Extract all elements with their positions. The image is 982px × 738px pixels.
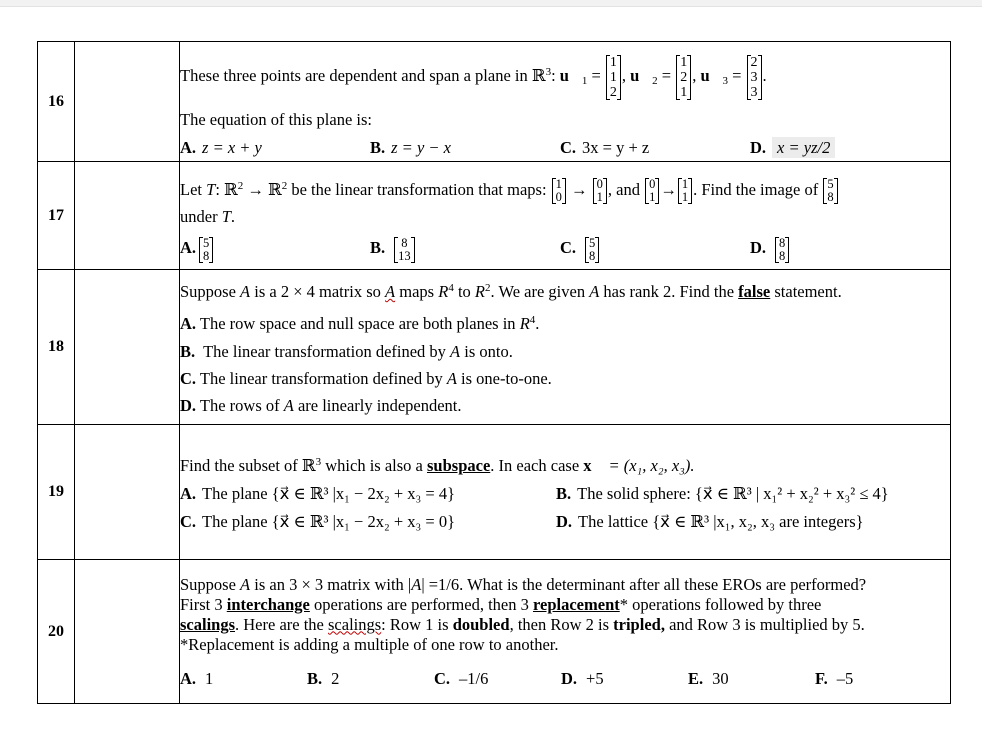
- option-d[interactable]: [556, 508, 864, 536]
- choice-text: The plane {x⃗ ∈ ℝ³ |x₁ − 2x₂ + x₃ = 4}: [202, 484, 456, 503]
- matrix-entry: 1: [680, 84, 688, 100]
- stem-text: : ℝ: [215, 179, 238, 199]
- choice-text: –1/6: [459, 668, 489, 688]
- question-content: [180, 425, 951, 560]
- stem-text: | =1/6. What is the determinant after all these EROs are performed?: [421, 574, 867, 594]
- var-R: R: [519, 314, 530, 333]
- answer-choices: [180, 237, 950, 263]
- choice-text: z = x + y: [202, 138, 262, 157]
- choice-label: D.: [556, 512, 573, 531]
- choice-e[interactable]: [688, 669, 815, 689]
- stem-text: has rank 2. Find the: [599, 282, 739, 301]
- choice-text: z = y − x: [391, 138, 451, 157]
- matrix-entry: 5: [589, 235, 596, 250]
- choice-c[interactable]: [560, 138, 750, 158]
- option-a[interactable]: [180, 480, 556, 508]
- choice-text: The solid sphere: {x⃗ ∈ ℝ³ | x₁² + x₂² + x₃² ≤ 4}: [577, 484, 889, 503]
- vector-name: x⃗: [583, 456, 605, 475]
- stem-text: under: [180, 206, 222, 226]
- matrix-entry: 8: [203, 248, 210, 263]
- var-R: R: [438, 282, 449, 301]
- answer-choices: [180, 669, 950, 689]
- matrix-entry: 1: [681, 189, 689, 204]
- choice-text: is onto.: [460, 342, 513, 361]
- stem-text: to: [453, 282, 475, 301]
- choice-vector: [199, 237, 213, 263]
- choice-a[interactable]: [180, 669, 307, 689]
- matrix-entry: 0: [596, 176, 603, 191]
- options-row-1: [180, 480, 950, 508]
- question-number: 18: [38, 270, 75, 425]
- matrix-entry: 3: [750, 84, 758, 100]
- answer-cell: [75, 162, 180, 270]
- matrix-entry: 8: [589, 248, 596, 263]
- choice-text: The lattice {x⃗ ∈ ℝ³ |x₁, x₂, x₃ are integers}: [578, 512, 864, 531]
- matrix-entry: 1: [649, 189, 656, 204]
- stem-text: :: [551, 66, 556, 85]
- var-A: A: [283, 396, 294, 415]
- stem-text: First 3: [180, 594, 227, 614]
- var-A: A: [589, 282, 600, 301]
- stem-text: , then Row 2 is: [509, 614, 614, 634]
- superscript: 3: [545, 66, 552, 78]
- matrix-entry: 5: [827, 176, 834, 191]
- superscript: 2: [485, 282, 491, 294]
- choice-label: C.: [560, 238, 577, 258]
- choice-text: 3x = y + z: [582, 138, 650, 157]
- matrix-entry: 1: [555, 176, 562, 191]
- vector-u3: [747, 55, 762, 100]
- choice-text: .: [535, 314, 540, 333]
- choice-text: +5: [586, 668, 604, 688]
- choice-vector: [585, 237, 599, 263]
- choice-label: B.: [180, 342, 196, 361]
- option-b[interactable]: [556, 480, 889, 508]
- matrix-entry: 3: [750, 69, 758, 85]
- choice-text: The plane {x⃗ ∈ ℝ³ |x₁ − 2x₂ + x₃ = 0}: [202, 512, 456, 531]
- var-T: T: [206, 179, 216, 199]
- question-content: [180, 270, 951, 425]
- matrix-entry: 1: [681, 176, 689, 191]
- stem-text: . In each case: [490, 456, 584, 475]
- vector-name: u⃗: [700, 66, 723, 85]
- stem-line-3: [180, 615, 950, 635]
- map1-to: [593, 178, 607, 204]
- stem-text: These three points are dependent and span a plane in ℝ: [180, 66, 546, 85]
- stem-text: Suppose: [180, 574, 241, 594]
- var-A: A: [240, 282, 251, 301]
- question-content: [180, 162, 951, 270]
- var-T: T: [221, 206, 231, 226]
- vector-u1: [606, 55, 621, 100]
- stem-text: : Row 1 is: [381, 614, 453, 634]
- emphasis-interchange: interchange: [226, 594, 310, 614]
- choice-label: A.: [180, 314, 197, 333]
- answer-cell: [75, 425, 180, 560]
- stem-line-4: *Replacement is adding a multiple of one row to another.: [180, 634, 559, 654]
- choice-b[interactable]: [307, 669, 434, 689]
- options-row-2: [180, 508, 950, 536]
- option-b[interactable]: [180, 338, 950, 365]
- choice-label: D.: [561, 668, 578, 688]
- choice-label: B.: [307, 668, 323, 688]
- option-a[interactable]: [180, 306, 950, 338]
- stem-text: , and: [607, 179, 645, 199]
- matrix-entry: 8: [401, 235, 408, 250]
- matrix-entry: 1: [609, 54, 617, 70]
- superscript: 4: [448, 282, 454, 294]
- plane-prompt: The equation of this plane is:: [180, 110, 372, 129]
- choice-label: B.: [556, 484, 572, 503]
- choice-text: The linear transformation defined by: [203, 342, 451, 361]
- choice-label: C.: [180, 369, 197, 388]
- matrix-entry: 5: [203, 235, 210, 250]
- matrix-entry: 0: [649, 176, 656, 191]
- choice-text: The rows of: [199, 396, 284, 415]
- choice-d[interactable]: [561, 669, 688, 689]
- choice-d[interactable]: [750, 138, 835, 158]
- answer-cell: [75, 560, 180, 704]
- stem-text: which is also a: [321, 456, 427, 475]
- vector-name: u⃗: [559, 66, 582, 85]
- stem-text: Let: [180, 179, 207, 199]
- stem-text: statement.: [770, 282, 842, 301]
- choice-f[interactable]: [815, 669, 853, 689]
- choice-text: 30: [712, 668, 729, 688]
- superscript: 2: [237, 179, 244, 192]
- question-stem: Let T: ℝ$^2$ → ℝ$^2$ be the linear transformation that maps: 1 0 → 0 1 , and 0 1 → 1 1 . Find the image of 5 8: [180, 169, 950, 207]
- choice-text: is one-to-one.: [456, 369, 552, 388]
- choice-b[interactable]: [370, 237, 560, 263]
- choice-text: are linearly independent.: [293, 396, 462, 415]
- stem-text: = (x₁, x₂, x₃).: [604, 456, 695, 475]
- stem-text: and Row 3 is multiplied by 5.: [664, 614, 865, 634]
- answer-choices: [180, 138, 950, 158]
- question-number: 20: [38, 560, 75, 704]
- choice-label: D.: [750, 238, 767, 258]
- superscript: 2: [281, 179, 288, 192]
- matrix-entry: 13: [398, 248, 411, 263]
- choice-label: A.: [180, 668, 197, 688]
- var-A: A: [446, 369, 457, 388]
- var-A: A: [240, 574, 251, 594]
- question-number: 17: [38, 162, 75, 270]
- choice-label: A.: [180, 238, 197, 258]
- choice-a[interactable]: [180, 138, 370, 158]
- choice-text: x = yz/2: [772, 137, 835, 158]
- matrix-entry: 8: [779, 248, 786, 263]
- matrix-entry: 0: [555, 189, 562, 204]
- choice-label: C.: [180, 512, 197, 531]
- matrix-entry: 8: [779, 235, 786, 250]
- vector-name: u⃗: [630, 66, 653, 85]
- var-A: A: [385, 282, 396, 301]
- stem-text: * operations followed by three: [619, 594, 822, 614]
- question-content: [180, 42, 951, 162]
- choice-label: C.: [560, 138, 577, 157]
- question-row-18: [38, 270, 951, 425]
- question-table: [37, 41, 951, 704]
- matrix-entry: 1: [596, 189, 603, 204]
- question-stem: [180, 274, 950, 306]
- stem-line-2: [180, 595, 950, 615]
- choice-label: B.: [370, 138, 386, 157]
- choice-text: 1: [205, 668, 214, 688]
- emphasis-tripled: tripled,: [613, 614, 665, 634]
- emphasis-replacement: replacement: [533, 594, 620, 614]
- choice-label: B.: [370, 238, 386, 258]
- map1-from: [552, 178, 566, 204]
- stem-text: . We are given: [490, 282, 590, 301]
- stem-text: Find the subset of ℝ: [180, 456, 316, 475]
- choice-b[interactable]: [370, 138, 560, 158]
- choice-c[interactable]: [560, 237, 750, 263]
- question-stem-cont: [180, 207, 950, 227]
- matrix-entry: 2: [609, 84, 617, 100]
- viewer-top-band: [0, 0, 982, 7]
- choice-c[interactable]: [434, 669, 561, 689]
- question-content: [180, 560, 951, 704]
- map2-from: [645, 178, 659, 204]
- matrix-entry: 1: [609, 69, 617, 85]
- spellcheck-word: scalings: [328, 614, 382, 634]
- vector-u2: [676, 55, 691, 100]
- stem-text: .: [230, 206, 236, 226]
- stem-text: → ℝ: [243, 179, 282, 199]
- answer-cell: [75, 42, 180, 162]
- question-row-17: [38, 162, 951, 270]
- stem-text: . Here are the: [235, 614, 328, 634]
- var-A: A: [450, 342, 461, 361]
- superscript: 3: [315, 456, 322, 468]
- matrix-entry: 1: [680, 54, 688, 70]
- stem-line-1: [180, 575, 950, 595]
- choice-label: D.: [750, 138, 767, 157]
- question-number: 16: [38, 42, 75, 162]
- subscript: 1: [581, 75, 588, 87]
- stem-text: is a 2 × 4 matrix so: [250, 282, 386, 301]
- emphasis-false: false: [738, 282, 771, 301]
- choice-a[interactable]: [180, 237, 370, 263]
- stem-text: operations are performed, then 3: [309, 594, 533, 614]
- question-stem: [180, 448, 950, 480]
- question-row-16: [38, 42, 951, 162]
- choice-vector: [394, 237, 415, 263]
- choice-text: The linear transformation defined by: [199, 369, 447, 388]
- emphasis-scalings: scalings: [180, 614, 236, 634]
- subscript: 3: [722, 75, 728, 87]
- superscript: 4: [529, 314, 536, 326]
- answer-cell: [75, 270, 180, 425]
- var-A: A: [411, 574, 422, 594]
- emphasis-doubled: doubled: [452, 614, 510, 634]
- choice-text: 2: [331, 668, 340, 688]
- choice-label: A.: [180, 138, 197, 157]
- option-c[interactable]: [180, 508, 556, 536]
- choice-label: F.: [815, 668, 828, 688]
- subscript: 2: [652, 75, 658, 87]
- find-vector: [823, 178, 837, 204]
- stem-text: maps: [395, 282, 439, 301]
- stem-text: be the linear transformation that maps:: [287, 179, 551, 199]
- matrix-entry: 2: [750, 54, 758, 70]
- choice-label: D.: [180, 396, 197, 415]
- question-stem: These three points are dependent and span a plane in ℝ$^3$: $u⃗_1$ = 1 1 2 , $u⃗_2$ = 1 2 1 , $u⃗_3$ = 2 3 3 .: [180, 54, 767, 100]
- choice-text: The row space and null space are both planes in: [199, 314, 520, 333]
- map2-to: [678, 178, 692, 204]
- choice-d[interactable]: [750, 237, 790, 263]
- choice-label: A.: [180, 484, 197, 503]
- matrix-entry: 8: [827, 189, 834, 204]
- var-R: R: [474, 282, 485, 301]
- question-number: 19: [38, 425, 75, 560]
- stem-text: Suppose: [180, 282, 241, 301]
- choice-label: E.: [688, 668, 704, 688]
- emphasis-subspace: subspace: [427, 456, 491, 475]
- choice-vector: [775, 237, 789, 263]
- option-c[interactable]: [180, 365, 950, 392]
- question-row-19: [38, 425, 951, 560]
- choice-label: C.: [434, 668, 451, 688]
- option-d[interactable]: [180, 392, 950, 420]
- stem-text: . Find the image of: [693, 179, 823, 199]
- question-row-20: [38, 560, 951, 704]
- matrix-entry: 2: [680, 69, 688, 85]
- choice-text: –5: [836, 668, 854, 688]
- stem-text: is an 3 × 3 matrix with |: [250, 574, 412, 594]
